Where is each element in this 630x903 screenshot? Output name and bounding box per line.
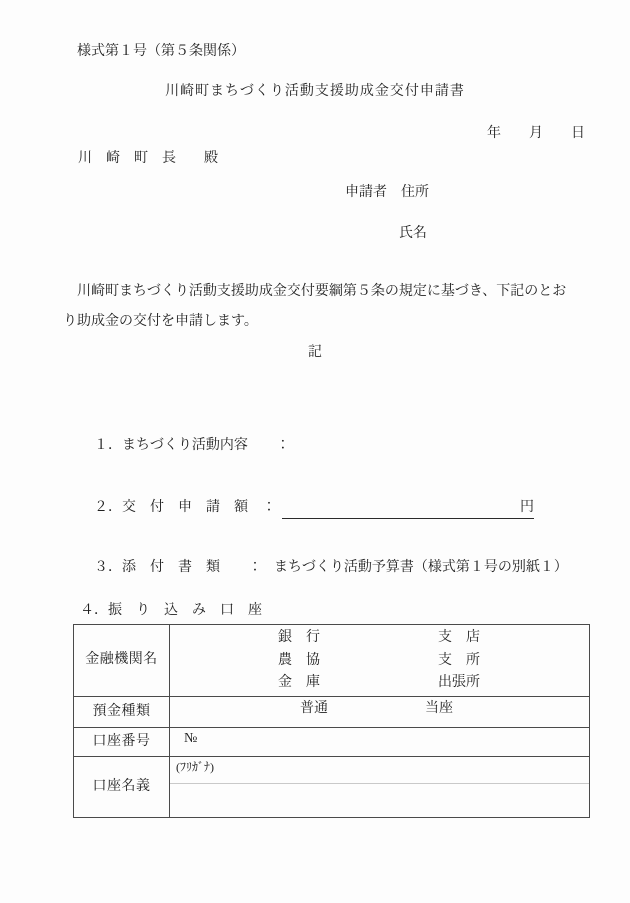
fieldoffice-option: 出張所 <box>438 675 480 690</box>
furigana-divider <box>170 783 589 784</box>
institution-branch-options <box>438 627 480 695</box>
institution-cell <box>170 625 589 696</box>
account-holder-cell <box>170 757 589 817</box>
item-bank-account-heading: ４．振 り 込 み 口 座 <box>80 603 262 618</box>
amount-fill-line <box>282 500 534 519</box>
deposit-type-header: 預金種類 <box>74 697 170 727</box>
suboffice-option: 支 所 <box>438 652 480 668</box>
deposit-type-cell <box>170 697 589 727</box>
item-attachments <box>80 543 568 593</box>
bank-option: 銀 行 <box>278 630 320 645</box>
furigana-label: (ﾌﾘｶﾞﾅ) <box>176 760 214 774</box>
item-activity <box>80 421 290 471</box>
table-row-account-number <box>74 727 589 756</box>
applicant-name-label: 氏名 <box>399 226 427 241</box>
account-number-prefix: № <box>184 731 198 746</box>
agricoop-option: 農 協 <box>278 652 320 668</box>
item-activity-label: １．まちづくり活動内容 ： <box>94 437 290 453</box>
table-row-deposit-type <box>74 696 589 727</box>
item-attachments-label: ３．添 付 書 類 ： <box>94 559 262 575</box>
branch-option: 支 店 <box>438 630 480 645</box>
institution-header: 金融機関名 <box>74 625 170 696</box>
amount-unit-label: 円 <box>520 499 534 515</box>
document-title: 川崎町まちづくり活動支援助成金交付申請書 <box>165 84 465 99</box>
account-number-cell <box>170 728 589 756</box>
ordinary-deposit-option: 普通 <box>300 701 328 716</box>
applicant-address-label: 申請者 住所 <box>345 185 429 200</box>
table-row-institution <box>74 625 589 696</box>
account-table <box>73 624 590 818</box>
form-number: 様式第１号（第５条関係） <box>77 44 245 59</box>
date-line: 年 月 日 <box>487 126 585 141</box>
shinkin-option: 金 庫 <box>278 675 320 690</box>
item-amount-label: ２．交 付 申 請 額 ： <box>94 499 276 515</box>
addressee: 川 崎 町 長 殿 <box>78 151 218 166</box>
item-attachments-value: まちづくり活動予算書（様式第１号の別紙１） <box>274 559 568 575</box>
body-paragraph: 川崎町まちづくり活動支援助成金交付要綱第５条の規定に基づき、下記のとおり助成金の交付を申請します。 <box>63 284 567 329</box>
account-holder-header: 口座名義 <box>74 757 170 817</box>
account-number-header: 口座番号 <box>74 728 170 756</box>
current-deposit-option: 当座 <box>425 701 453 716</box>
table-row-account-holder <box>74 756 589 817</box>
institution-type-options <box>278 627 320 695</box>
record-heading: 記 <box>308 345 322 360</box>
item-amount <box>80 483 534 535</box>
